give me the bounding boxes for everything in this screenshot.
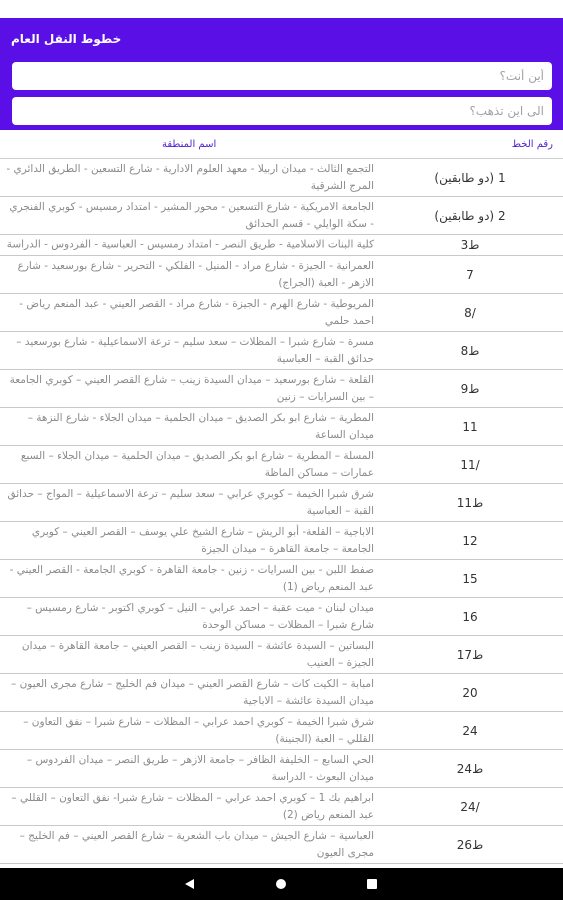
line-area-text: العمرانية - الجيزة - شارع مراد - المنيل - الفلكي - التحرير - شارع بورسعيد - شارع الازهر - العبة (الجراج) [17, 259, 374, 289]
table-row[interactable] [0, 826, 563, 864]
table-row[interactable] [0, 712, 563, 750]
lines-list[interactable] [0, 159, 563, 868]
line-number-text: 7 [466, 267, 474, 282]
table-row[interactable] [0, 197, 563, 235]
table-header [0, 130, 563, 159]
line-area-text: شرق شبرا الخيمة – كوبري عرابي – سعد سليم – ترعة الاسماعيلية – المواج – حدائق القبة – العباسية [7, 487, 374, 517]
line-number-text: ط26 [456, 837, 484, 852]
table-row[interactable] [0, 332, 563, 370]
line-area-text: الاباجية – القلعة- أبو الريش – شارع الشيخ علي يوسف – القصر العيني – كوبري الجامعة – جامعة القاهرة – ميدان الجيزة [31, 525, 374, 555]
line-number-text: 15 [462, 571, 478, 586]
line-area-text: المسلة – المطرية – شارع ابو بكر الصديق – ميدان الحلمية – ميدان الجلاء – السبع عمارات – مساكن الماظة [20, 449, 374, 479]
table-row[interactable] [0, 788, 563, 826]
table-row[interactable] [0, 294, 563, 332]
line-number-text: 24 [462, 723, 478, 738]
line-area-text: امبابة – الكيت كات – شارع القصر العيني – ميدان فم الخليج – شارع مجرى العيون – ميدان السيدة عائشة – الاباجية [10, 677, 374, 707]
line-area-text: كلية البنات الاسلامية - طريق النصر - امتداد رمسيس - العباسية - الفردوس - الدراسة [6, 238, 374, 251]
recents-icon[interactable] [367, 879, 377, 889]
line-number-text: /11 [460, 457, 480, 472]
line-number-text: 1 (دو طابقين) [434, 170, 506, 185]
table-row[interactable] [0, 674, 563, 712]
line-area-text: المريوطية - شارع الهرم - الجيزة - شارع مراد - القصر العيني - عبد المنعم رياض - احمد حلمي [19, 297, 374, 327]
line-area-text: الجامعة الامريكية - شارع التسعين - محور المشير - امتداد رمسيس - كوبري الفنجري - سكة الوايلي - قسم الحدائق [9, 200, 374, 230]
table-row[interactable] [0, 446, 563, 484]
line-area-text: مسرة – شارع شبرا – المظلات – سعد سليم – ترعة الاسماعيلية - شارع بورسعيد – حدائق القبة – العباسية [16, 335, 374, 365]
table-row[interactable] [0, 484, 563, 522]
table-row[interactable] [0, 750, 563, 788]
line-number-text: ط17 [456, 647, 484, 662]
line-area-text: العباسية – شارع الجيش – ميدان باب الشعرية – شارع القصر العيني – فم الخليج – مجرى العيون [19, 829, 374, 859]
line-number-text: ط11 [456, 495, 484, 510]
origin-search-input[interactable] [12, 62, 552, 90]
line-number-text: 12 [462, 533, 478, 548]
line-area-text: شرق شبرا الخيمة – كوبري احمد عرابي – المظلات – شارع شبرا – نفق التعاون – القللي – العبة (الجنينة) [23, 715, 374, 745]
app-bar [0, 18, 563, 130]
line-number-text: ط8 [460, 343, 480, 358]
destination-search-input[interactable] [12, 97, 552, 125]
table-row[interactable] [0, 159, 563, 197]
line-area-text: القلعة – شارع بورسعيد – ميدان السيدة زينب – شارع القصر العيني – كوبري الجامعة – بين السرايات – زنين [9, 373, 374, 403]
line-area-text: التجمع الثالث - ميدان اربيلا - معهد العلوم الادارية - شارع التسعين - الطريق الدائري - المرج الشرقية [6, 162, 374, 192]
line-number-text: 2 (دو طابقين) [434, 208, 506, 223]
table-row[interactable] [0, 560, 563, 598]
app-title: خطوط النقل العام [11, 32, 122, 46]
line-number-text: ط24 [456, 761, 484, 776]
line-area-text: ميدان لبنان - ميت عقبة – احمد عرابي – النيل – كوبري اكتوبر - شارع رمسيس – شارع شبرا – المظلات – مساكن الوحدة [26, 601, 374, 631]
table-row[interactable] [0, 522, 563, 560]
header-line-number: رقم الخط [511, 139, 553, 150]
table-row[interactable] [0, 235, 563, 256]
navigation-bar [0, 868, 563, 900]
home-icon[interactable] [276, 879, 286, 889]
table-row[interactable] [0, 370, 563, 408]
line-number-text: 20 [462, 685, 478, 700]
table-row[interactable] [0, 408, 563, 446]
line-number-text: /24 [460, 799, 480, 814]
table-row[interactable] [0, 256, 563, 294]
header-area-name: اسم المنطقة [162, 139, 217, 150]
table-row[interactable] [0, 636, 563, 674]
table-row[interactable] [0, 598, 563, 636]
line-number-text: ط9 [460, 381, 480, 396]
line-area-text: البساتين – السيدة عائشة – السيدة زينب – القصر العيني – جامعة القاهرة – ميدان الجيزة – العنيب [21, 639, 374, 669]
line-area-text: المطرية – شارع ابو بكر الصديق – ميدان الحلمية – ميدان الجلاء - شارع النزهة – ميدان الساعة [27, 411, 374, 441]
line-number-text: ط3 [460, 238, 480, 252]
line-number-text: 16 [462, 609, 478, 624]
line-area-text: صفط اللبن - بين السرايات - زنين - جامعة القاهرة - كوبري الجامعة - القصر العيني - عبد المنعم رياض (1) [9, 563, 374, 593]
line-number-text: 11 [462, 419, 478, 434]
line-area-text: الحي السابع – الخليفة الظافر – جامعة الازهر – طريق النصر – ميدان الفردوس – ميدان البعوث - الدراسة [26, 753, 374, 783]
back-icon[interactable] [185, 879, 194, 889]
status-bar [0, 0, 563, 18]
line-number-text: /8 [464, 305, 476, 320]
line-area-text: ابراهيم بك 1 – كوبري احمد عرابي – المظلات – شارع شبرا- نفق التعاون – القللي – عبد المنعم رياض (2) [11, 791, 374, 821]
